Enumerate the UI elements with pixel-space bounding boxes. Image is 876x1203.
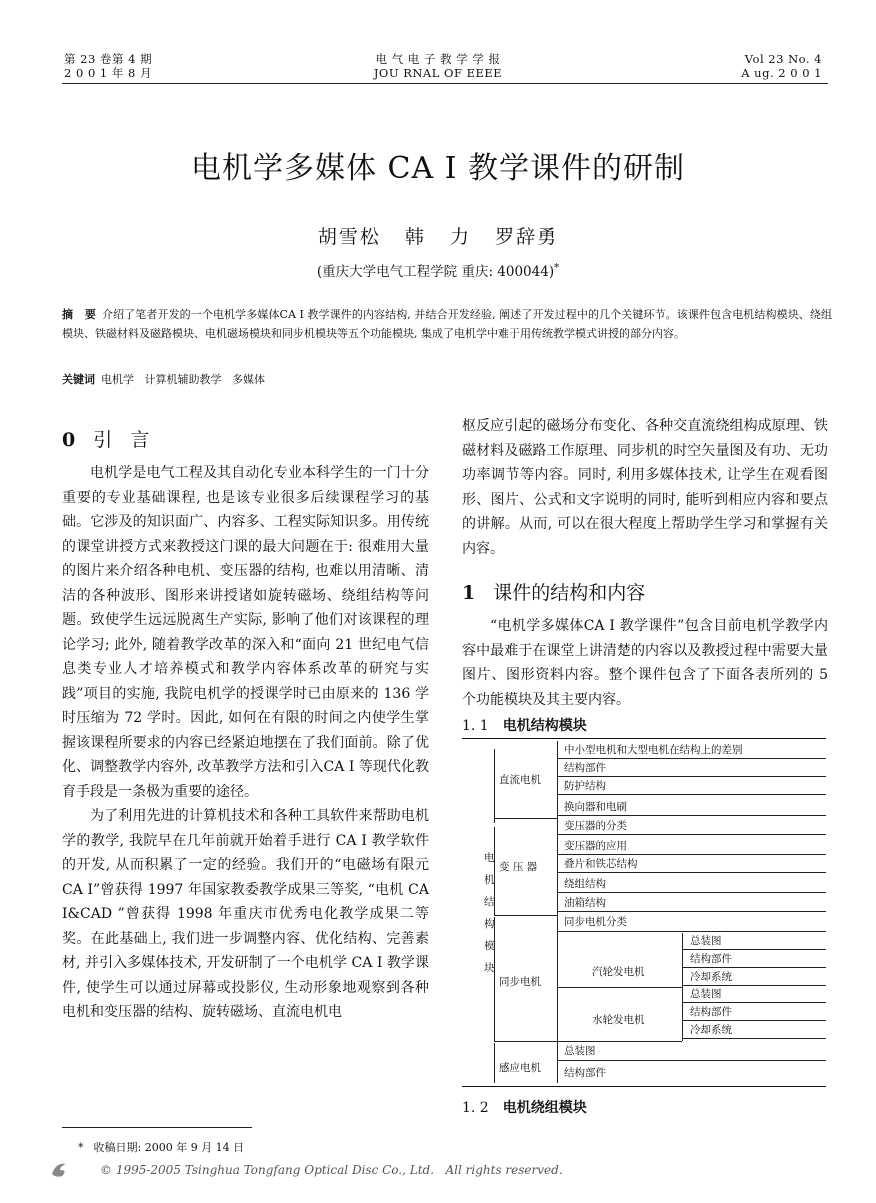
turbo-item: 总装图 xyxy=(690,935,722,947)
turbo-item: 结构部件 xyxy=(690,953,732,965)
subsection-number: 1. 2 xyxy=(462,1100,489,1116)
subsection-1-1-heading xyxy=(462,715,587,735)
keywords xyxy=(62,371,832,387)
footnote-mark: * xyxy=(554,262,560,274)
dc-item: 中小型电机和大型电机在结构上的差别 xyxy=(564,744,743,756)
section-1-heading xyxy=(462,578,645,605)
module-char: 模 xyxy=(484,940,495,952)
paragraph: 电机学是电气工程及其自动化专业本科学生的一门十分重要的专业基础课程, 也是该专业很多后续课程学习的基础。它涉及的知识面广、内容多、工程实际知识多。用传统的课堂讲授方式来教授这门课的最大问题在于: 很难用大量的图片来介绍各种电机、变压器的结构, 也难以用清晰、清洁的各种波形、图形来讲授诸如旋转磁场、绕组结构等问题。致使学生远远脱离生产实际, 影响了他们对该课程的理论学习; 此外, 随着教学改革的深入和“面向 21 世纪电气信息类专业人才培养模式和教学内容体系改革的研究与实践”项目的实施, 我院电机学的授课学时已由原来的 136 学时压缩为 72 学时。因此, 如何在有限的时间之内使学生掌握该课程所要求的内容已经紧迫地摆在了我们面前。除了优化、调整教学内容外, 改革教学方法和引入CA I 等现代化教育手段是一条极为重要的途径。 xyxy=(62,465,429,800)
keywords-label: 关键词 xyxy=(62,373,95,386)
induction-item: 总装图 xyxy=(564,1045,596,1057)
footnote xyxy=(78,1139,244,1155)
affiliation-text: (重庆大学电气工程学院 重庆: 400044) xyxy=(316,264,555,280)
keywords-text: 电机学 计算机辅助教学 多媒体 xyxy=(101,373,265,386)
group-turbo-generator: 汽轮发电机 xyxy=(592,966,645,978)
section-number: 1 xyxy=(462,582,476,604)
paper-title: 电机学多媒体 CA I 教学课件的研制 xyxy=(190,151,686,186)
module-char: 结 xyxy=(484,896,495,908)
issue-date-en: A ug. 2 0 0 1 xyxy=(741,66,822,80)
footnote-text: 收稿日期: 2000 年 9 月 14 日 xyxy=(93,1141,245,1154)
journal-name-cn: 电 气 电 子 教 学 学 报 xyxy=(375,52,501,66)
header-rule xyxy=(62,83,828,84)
module-char: 电 xyxy=(484,852,495,864)
turbo-item: 冷却系统 xyxy=(690,971,732,983)
publisher-logo-icon xyxy=(46,1158,76,1180)
subsection-number: 1. 1 xyxy=(462,718,489,734)
abstract xyxy=(62,305,832,343)
group-hydro-generator: 水轮发电机 xyxy=(592,1014,645,1026)
journal-name-en: JOU RNAL OF EEEE xyxy=(373,66,503,80)
paragraph-continued: 枢反应引起的磁场分布变化、各种交直流绕组构成原理、铁磁材料及磁路工作原理、同步机的时空矢量图及有功、无功功率调节等内容。同时, 利用多媒体技术, 让学生在观看图形、图片、公式和文字说明的同时, 能听到相应内容和要点的讲解。从而, 可以在很大程度上帮助学生学习和掌握有关内容。 xyxy=(462,418,828,557)
sync-item: 同步电机分类 xyxy=(564,916,627,928)
paragraph: 为了利用先进的计算机技术和各种工具软件来帮助电机学的教学, 我院早在几年前就开始着手进行 CA I 教学软件的开发, 从而积累了一定的经验。我们开的“电磁场有限元 CA I”曾获得 1997 年国家教委教学成果三等奖, “电机 CA I&CAD ”曾获得 1998 年重庆市优秀电化教学成果二等奖。在此基础上, 我们进一步调整内容、优化结构、完善素材, 并引入多媒体技术, 开发研制了一个电机学 CA I 教学课件, 使学生可以通过屏幕或投影仪, 生动形象地观察到各种电机和变压器的结构、旋转磁场、直流电机电 xyxy=(62,808,429,1020)
transformer-item: 叠片和铁芯结构 xyxy=(564,858,638,870)
section-1-text xyxy=(462,614,828,712)
induction-item: 结构部件 xyxy=(564,1067,606,1079)
group-sync-motor: 同步电机 xyxy=(499,976,541,988)
module-char: 块 xyxy=(484,962,495,974)
section-0-heading xyxy=(62,425,149,452)
hydro-item: 结构部件 xyxy=(690,1006,732,1018)
right-column-text xyxy=(462,414,828,561)
motor-structure-table xyxy=(462,738,826,1087)
subsection-1-2-heading xyxy=(462,1097,587,1117)
volume-issue: 第 23 卷第 4 期 xyxy=(64,52,153,66)
subsection-title: 电机绕组模块 xyxy=(502,1100,587,1116)
module-char: 构 xyxy=(484,918,495,930)
subsection-title: 电机结构模块 xyxy=(502,718,587,734)
volume-issue-en: Vol 23 No. 4 xyxy=(744,52,822,66)
dc-item: 防护结构 xyxy=(564,780,606,792)
issue-date: 2 0 0 1 年 8 月 xyxy=(64,66,153,80)
footnote-mark: * xyxy=(78,1141,84,1154)
module-char: 机 xyxy=(484,874,495,886)
dc-item: 结构部件 xyxy=(564,762,606,774)
copyright-notice: © 1995-2005 Tsinghua Tongfang Optical Disc Co., Ltd. All rights reserved. xyxy=(100,1163,563,1177)
abstract-text: 介绍了笔者开发的一个电机学多媒体CA I 教学课件的内容结构, 并结合开发经验, 阐述了开发过程中的几个关键环节。该课件包含电机结构模块、绕组模块、铁磁材料及磁路模块、电机磁场模块和同步机模块等五个功能模块, 集成了电机学中难于用传统教学模式讲授的部分内容。 xyxy=(62,308,832,340)
section-number: 0 xyxy=(62,429,76,451)
paper-authors: 胡雪松 韩 力 罗辞勇 xyxy=(317,226,559,248)
group-induction-motor: 感应电机 xyxy=(499,1062,541,1074)
transformer-item: 变压器的分类 xyxy=(564,820,627,832)
paragraph: “电机学多媒体CA I 教学课件”包含目前电机学教学内容中最难于在课堂上讲清楚的内容以及教授过程中需要大量图片、图形资料内容。整个课件包含了下面各表所列的 5 个功能模块及其主要内容。 xyxy=(462,618,828,708)
abstract-label: 摘 要 xyxy=(62,308,96,321)
journal-volume-en xyxy=(741,52,822,80)
section-title: 引 言 xyxy=(93,429,150,451)
transformer-item: 绕组结构 xyxy=(564,878,606,890)
dc-item: 换向器和电刷 xyxy=(564,801,627,813)
hydro-item: 冷却系统 xyxy=(690,1024,732,1036)
affiliation xyxy=(0,260,876,280)
hydro-item: 总装图 xyxy=(690,988,722,1000)
left-column-text xyxy=(62,461,429,1025)
footnote-rule xyxy=(62,1127,252,1128)
transformer-item: 油箱结构 xyxy=(564,897,606,909)
group-dc-motor: 直流电机 xyxy=(499,774,541,786)
transformer-item: 变压器的应用 xyxy=(564,840,627,852)
group-transformer: 变 压 器 xyxy=(499,861,538,873)
section-title: 课件的结构和内容 xyxy=(493,582,646,604)
